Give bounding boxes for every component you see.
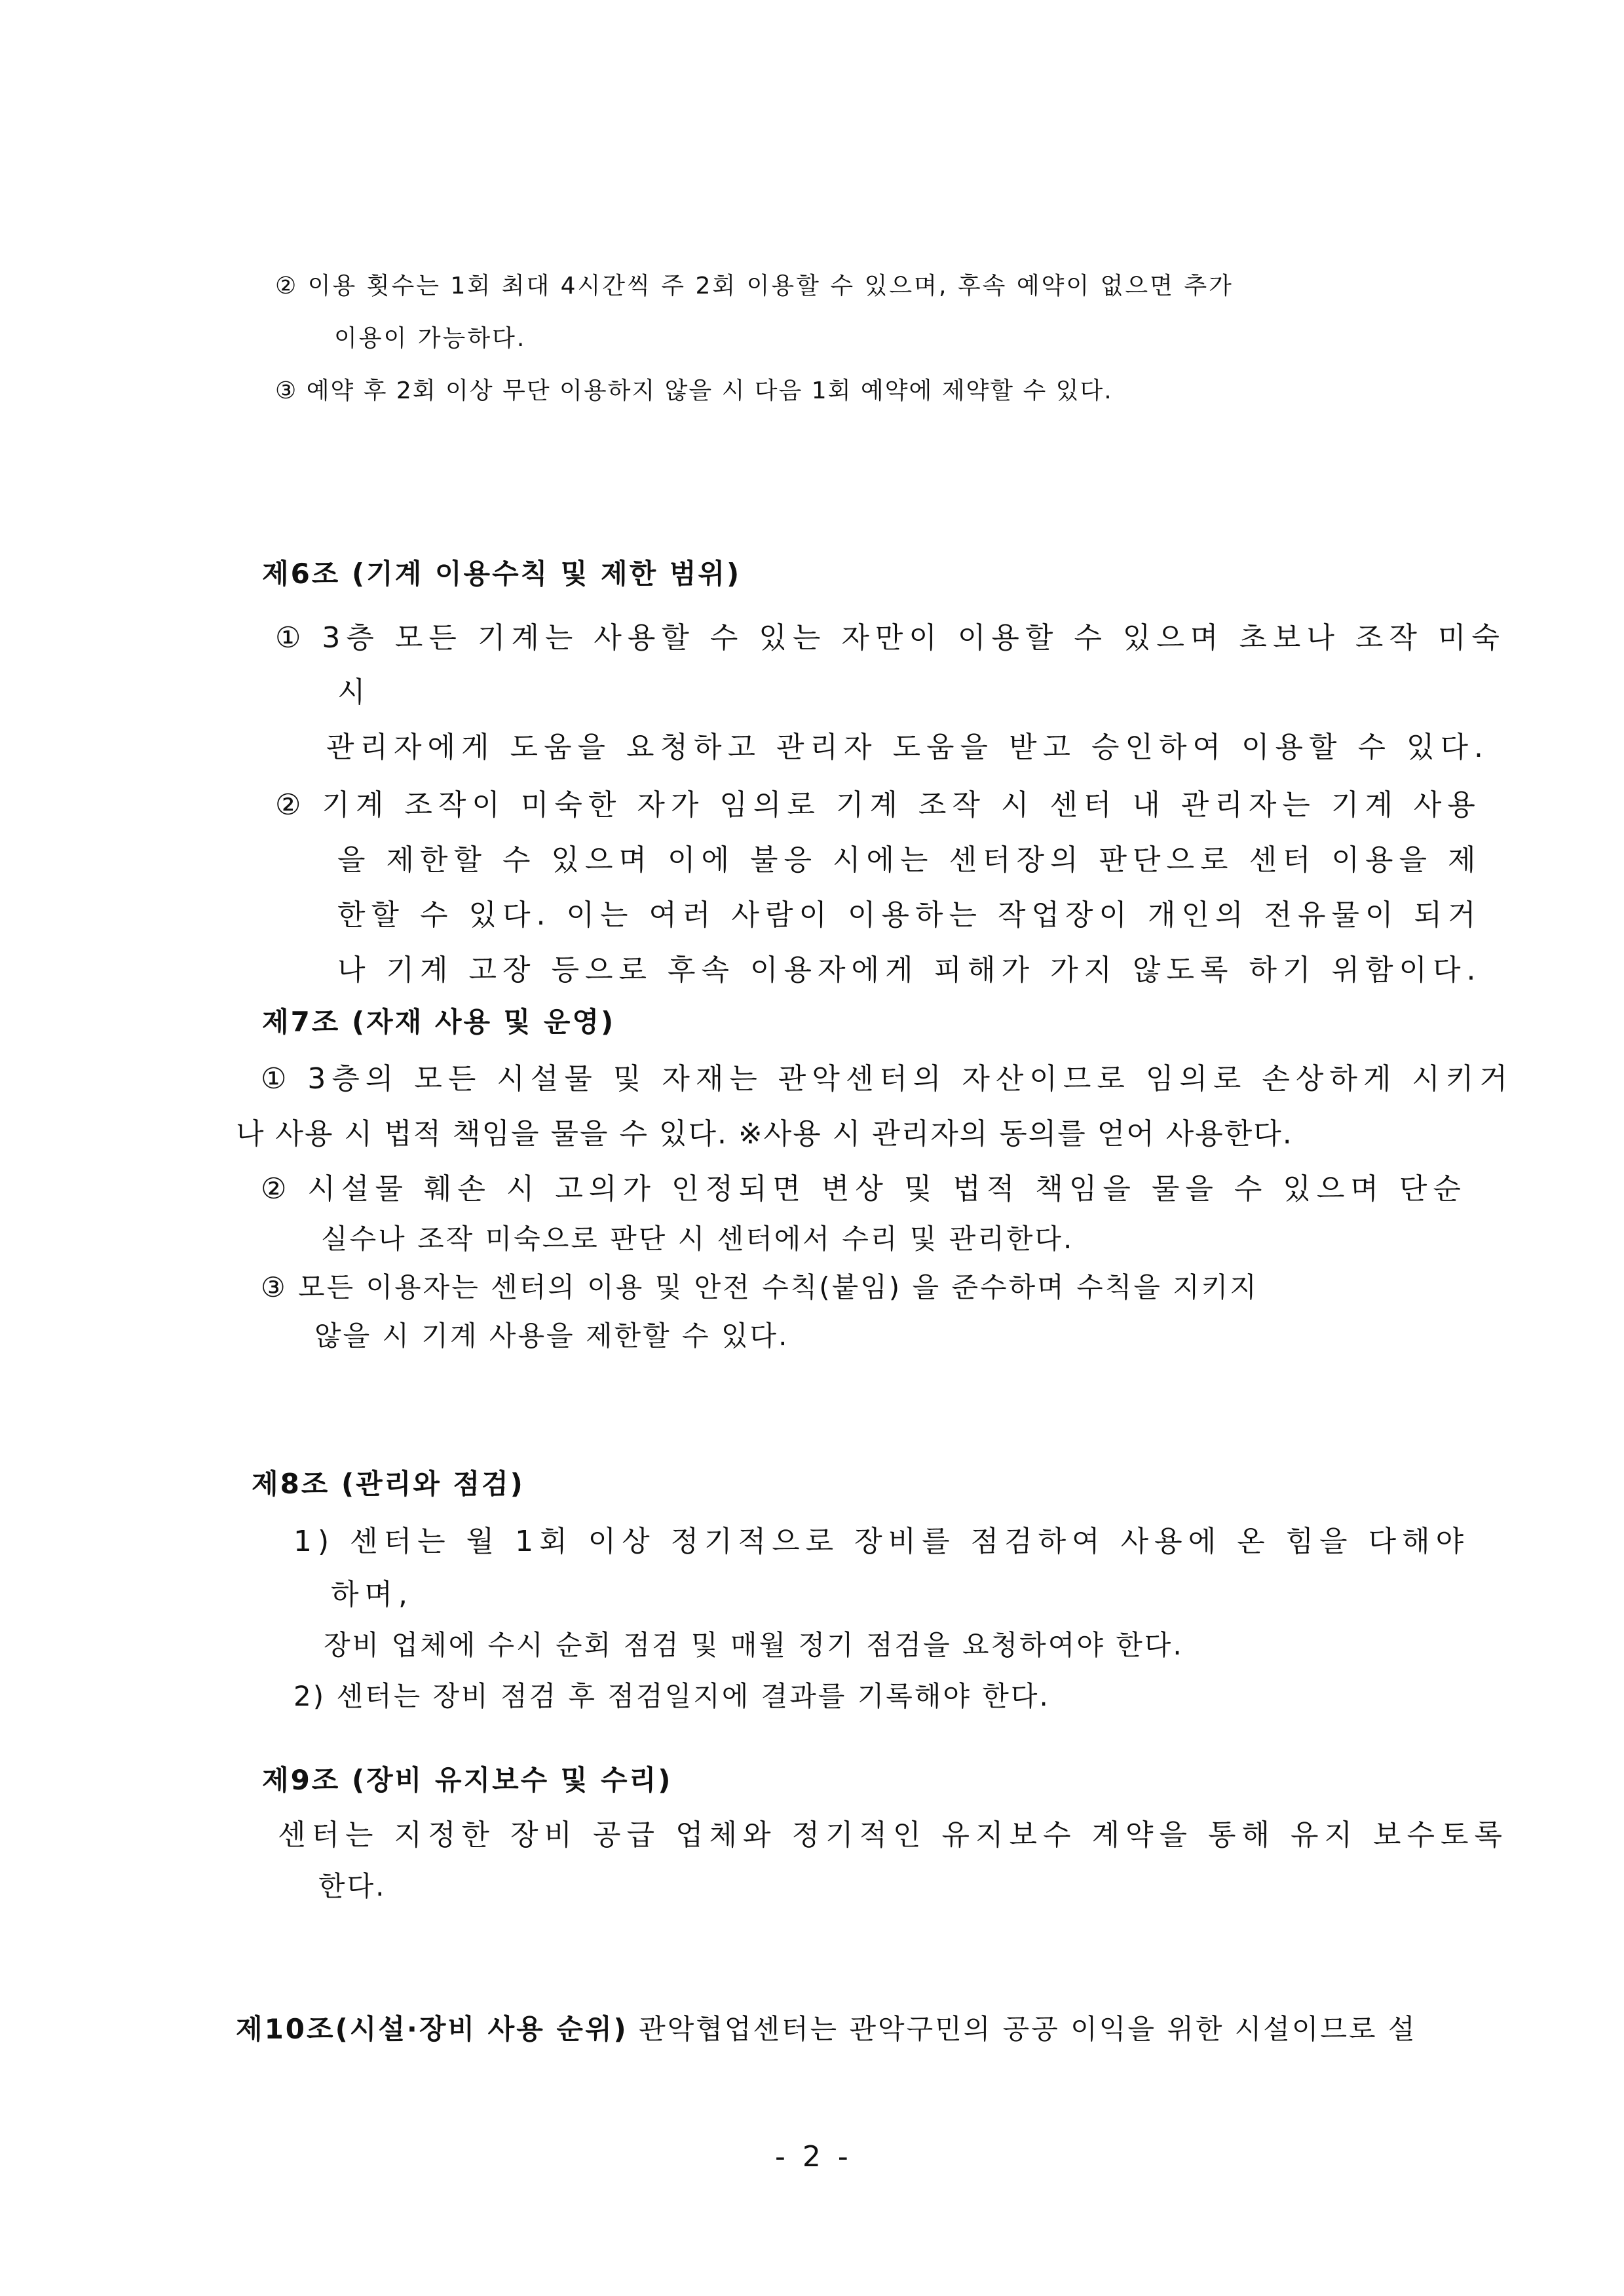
article7-item3-line1: ③ 모든 이용자는 센터의 이용 및 안전 수칙(붙임) 을 준수하며 수칙을 지키지 xyxy=(261,1271,1258,1303)
article7-item1-line2: 나 사용 시 법적 책임을 물을 수 있다. ※사용 시 관리자의 동의를 얻어 사용한다. xyxy=(236,1117,1293,1151)
article7-item1-line1: ① 3층의 모든 시설물 및 자재는 관악센터의 자산이므로 임의로 손상하게 시키거 xyxy=(261,1062,1513,1096)
article7-item2-line1: ② 시설물 훼손 시 고의가 인정되면 변상 및 법적 책임을 물을 수 있으며 단순 xyxy=(261,1172,1467,1206)
article8-item2: 2) 센터는 장비 점검 후 점검일지에 결과를 기록해야 한다. xyxy=(293,1680,1050,1712)
article7-heading: 제7조 (자재 사용 및 운영) xyxy=(262,1006,616,1038)
article5-item3: ③ 예약 후 2회 이상 무단 이용하지 않을 시 다음 1회 예약에 제약할 수 있다. xyxy=(275,377,1113,404)
article8-item1-line2: 하며, xyxy=(331,1578,413,1611)
article9-heading: 제9조 (장비 유지보수 및 수리) xyxy=(262,1764,673,1796)
article5-item2-line2: 이용이 가능하다. xyxy=(334,325,527,352)
article6-heading: 제6조 (기계 이용수칙 및 제한 범위) xyxy=(262,558,742,590)
article6-item2-line2: 을 제한할 수 있으며 이에 불응 시에는 센터장의 판단으로 센터 이용을 제 xyxy=(337,843,1482,877)
article10-line xyxy=(236,2008,1417,2047)
article8-heading: 제8조 (관리와 점검) xyxy=(252,1468,525,1500)
article6-item2-line4: 나 기계 고장 등으로 후속 이용자에게 피해가 가지 않도록 하기 위함이다. xyxy=(337,953,1482,987)
page-number: - 2 - xyxy=(775,2140,852,2173)
article8-item1-line1: 1) 센터는 월 1회 이상 정기적으로 장비를 점검하여 사용에 온 힘을 다해야 xyxy=(293,1525,1470,1558)
article6-item2-line3: 한할 수 있다. 이는 여러 사람이 이용하는 작업장이 개인의 전유물이 되거 xyxy=(337,898,1482,932)
article10-heading: 제10조(시설·장비 사용 순위) xyxy=(236,2013,628,2045)
article9-line1: 센터는 지정한 장비 공급 업체와 정기적인 유지보수 계약을 통해 유지 보수토록 xyxy=(278,1818,1508,1852)
article5-item2-line1: ② 이용 횟수는 1회 최대 4시간씩 주 2회 이용할 수 있으며, 후속 예약이 없으면 추가 xyxy=(275,273,1234,299)
article6-item2-line1: ② 기계 조작이 미숙한 자가 임의로 기계 조작 시 센터 내 관리자는 기계 사용 xyxy=(275,788,1481,822)
article6-item1-line3: 관리자에게 도움을 요청하고 관리자 도움을 받고 승인하여 이용할 수 있다. xyxy=(326,731,1489,764)
article6-item1-line2: 시 xyxy=(337,676,371,709)
article6-item1-line1: ① 3층 모든 기계는 사용할 수 있는 자만이 이용할 수 있으며 초보나 조작 미숙 xyxy=(275,621,1505,655)
article9-line2: 한다. xyxy=(318,1870,387,1902)
article7-item3-line2: 않을 시 기계 사용을 제한할 수 있다. xyxy=(314,1320,789,1352)
article10-text: 관악협업센터는 관악구민의 공공 이익을 위한 시설이므로 설 xyxy=(628,2013,1417,2045)
article7-item2-line2: 실수나 조작 미숙으로 판단 시 센터에서 수리 및 관리한다. xyxy=(321,1223,1074,1255)
article8-item1-line3: 장비 업체에 수시 순회 점검 및 매월 정기 점검을 요청하여야 한다. xyxy=(324,1629,1184,1661)
